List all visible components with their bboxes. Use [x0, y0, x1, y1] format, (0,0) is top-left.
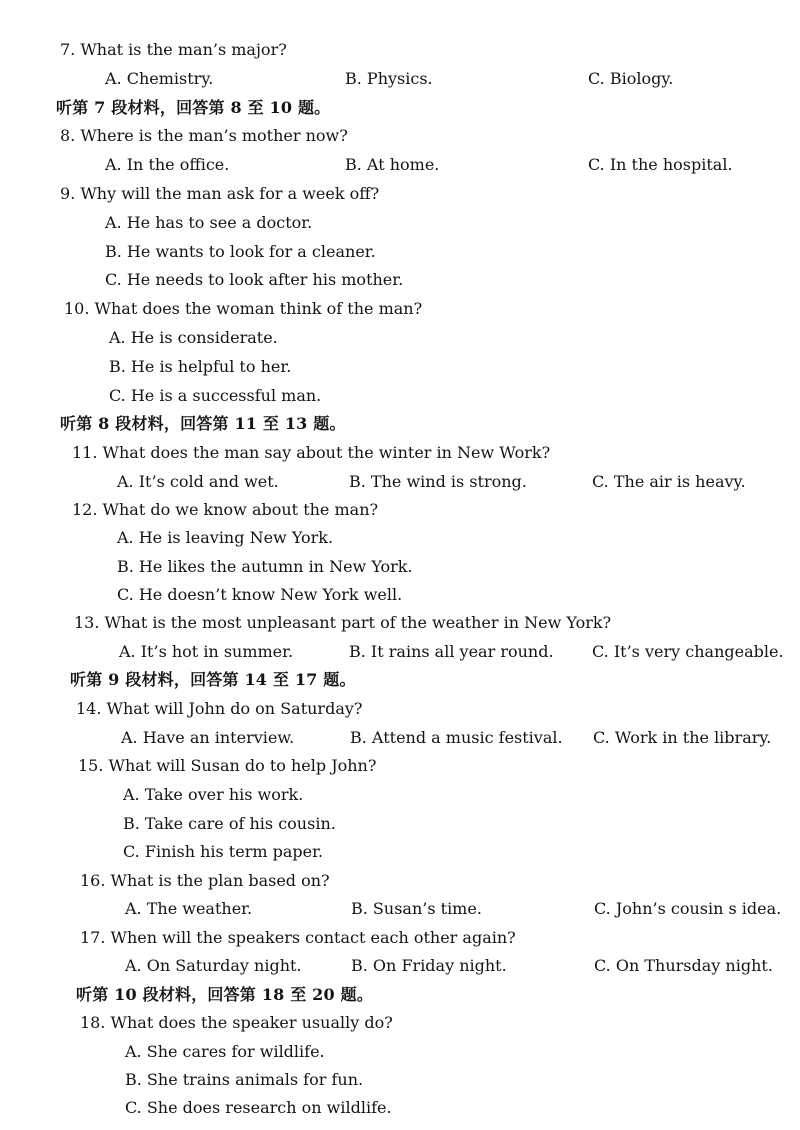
answer-option-b: B. Susan’s time.: [351, 899, 482, 918]
answer-option-c: C. In the hospital.: [588, 155, 733, 174]
question-8: 8. Where is the man’s mother now?: [60, 126, 348, 145]
answer-option-c: C. John’s cousin s idea.: [594, 899, 782, 918]
answer-option-a: A. In the office.: [105, 155, 230, 174]
question-15: 15. What will Susan do to help John?: [78, 756, 377, 775]
answer-option-c: C. Biology.: [588, 69, 674, 88]
answer-option: B. He is helpful to her.: [109, 357, 292, 376]
question-9: 9. Why will the man ask for a week off?: [60, 184, 380, 203]
answer-option-a: A. Chemistry.: [105, 69, 214, 88]
answer-option: C. Finish his term paper.: [123, 842, 324, 861]
answer-option-c: C. The air is heavy.: [592, 472, 746, 491]
section-instruction: 听第 8 段材料，回答第 11 至 13 题。: [60, 414, 346, 433]
question-7: 7. What is the man’s major?: [60, 40, 287, 59]
answer-option-c: C. On Thursday night.: [594, 956, 773, 975]
question-12: 12. What do we know about the man?: [72, 500, 379, 519]
section-instruction: 听第 10 段材料，回答第 18 至 20 题。: [76, 985, 374, 1004]
section-instruction: 听第 7 段材料，回答第 8 至 10 题。: [56, 98, 331, 117]
answer-option: A. Take over his work.: [123, 785, 304, 804]
answer-option-b: B. On Friday night.: [351, 956, 507, 975]
answer-option-b: B. It rains all year round.: [349, 642, 554, 661]
answer-option: C. He needs to look after his mother.: [105, 270, 404, 289]
answer-option-b: B. Attend a music festival.: [350, 728, 563, 747]
question-16: 16. What is the plan based on?: [80, 871, 330, 890]
answer-option: A. He is considerate.: [109, 328, 278, 347]
answer-option: A. He is leaving New York.: [117, 528, 334, 547]
answer-option: C. He doesn’t know New York well.: [117, 585, 403, 604]
answer-option-a: A. The weather.: [125, 899, 253, 918]
answer-option-b: B. At home.: [345, 155, 440, 174]
answer-option-c: C. Work in the library.: [593, 728, 772, 747]
answer-option-b: B. Physics.: [345, 69, 433, 88]
answer-option-a: A. It’s cold and wet.: [117, 472, 279, 491]
question-14: 14. What will John do on Saturday?: [76, 699, 363, 718]
answer-option-a: A. It’s hot in summer.: [119, 642, 294, 661]
answer-option: A. She cares for wildlife.: [125, 1042, 325, 1061]
answer-option: B. He likes the autumn in New York.: [117, 557, 413, 576]
answer-option: B. He wants to look for a cleaner.: [105, 242, 376, 261]
answer-option-c: C. It’s very changeable.: [592, 642, 784, 661]
answer-option: B. Take care of his cousin.: [123, 814, 336, 833]
question-10: 10. What does the woman think of the man?: [64, 299, 423, 318]
answer-option: A. He has to see a doctor.: [105, 213, 313, 232]
question-18: 18. What does the speaker usually do?: [80, 1013, 393, 1032]
answer-option: C. He is a successful man.: [109, 386, 322, 405]
answer-option: C. She does research on wildlife.: [125, 1098, 392, 1117]
question-17: 17. When will the speakers contact each other again?: [80, 928, 516, 947]
section-instruction: 听第 9 段材料，回答第 14 至 17 题。: [70, 670, 356, 689]
question-11: 11. What does the man say about the winter in New Work?: [72, 443, 551, 462]
answer-option-a: A. On Saturday night.: [125, 956, 302, 975]
answer-option: B. She trains animals for fun.: [125, 1070, 364, 1089]
question-13: 13. What is the most unpleasant part of the weather in New York?: [74, 613, 612, 632]
answer-option-b: B. The wind is strong.: [349, 472, 527, 491]
answer-option-a: A. Have an interview.: [121, 728, 295, 747]
